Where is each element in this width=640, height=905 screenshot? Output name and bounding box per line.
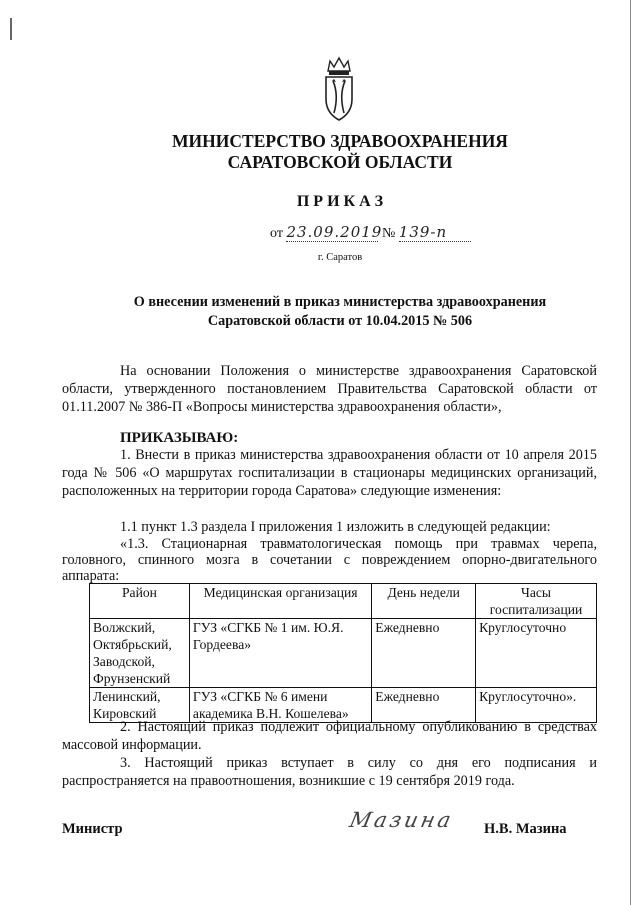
signatory-name: Н.В. Мазина	[484, 821, 567, 837]
cell-district: Волжский, Октябрьский, Заводской, Фрунзенский	[90, 619, 190, 688]
item-2-paragraph	[62, 718, 597, 754]
header-day: День недели	[372, 584, 476, 619]
order-word: ПРИКАЗЫВАЮ:	[120, 430, 239, 446]
item-1-1-text: 1.1 пункт 1.3 раздела I приложения 1 изложить в следующей редакции:	[120, 519, 551, 535]
cell-organization: ГУЗ «СГКБ № 1 им. Ю.Я. Гордеева»	[189, 619, 371, 688]
item-1-3-paragraph	[62, 536, 597, 584]
item-1-text: 1. Внести в приказ министерства здравоохранения области от 10 апреля 2015 года № 506 «О маршрутах госпитализации в стационары медицинских организаций, расположенных на территории города Саратова» следующие изменения:	[62, 447, 597, 499]
header-organization: Медицинская организация	[189, 584, 371, 619]
cell-hours: Круглосуточно».	[476, 688, 597, 723]
signatory-position: Министр	[62, 821, 123, 837]
basis-text: На основании Положения о министерстве здравоохранения Саратовской области, утвержденного постановлением Правительства Саратовской области от 01.11.2007 № 386-П «Вопросы министерства здравоохранения области»,	[62, 363, 597, 415]
table-header-row	[90, 584, 597, 619]
cell-day: Ежедневно	[372, 688, 476, 723]
handwritten-date: 23.09.2019	[286, 223, 383, 241]
cell-organization: ГУЗ «СГКБ № 6 имени академика В.Н. Кошелева»	[189, 688, 371, 723]
ministry-name-line2: САРАТОВСКОЙ ОБЛАСТИ	[227, 152, 453, 172]
handwritten-number: 139-п	[399, 223, 471, 242]
header-district: Район	[90, 584, 190, 619]
item-1-3-text: «1.3. Стационарная травматологическая помощь при травмах черепа, головного, спинного мозга в сочетании с повреждением опорно-двигательного аппарата:	[62, 536, 597, 584]
handwritten-signature: Мазина	[347, 808, 456, 832]
basis-paragraph	[62, 362, 597, 416]
table-row	[90, 619, 597, 688]
item-1-paragraph	[62, 446, 597, 500]
scan-edge-mark	[10, 18, 12, 40]
document-type: П Р И К А З	[296, 193, 384, 210]
item-3-paragraph	[62, 754, 597, 790]
order-title-line1: О внесении изменений в приказ министерства здравоохранения	[133, 294, 547, 310]
ministry-name-line1: МИНИСТЕРСТВО ЗДРАВООХРАНЕНИЯ	[172, 131, 508, 151]
date-number-line	[270, 223, 490, 247]
routing-table	[89, 583, 597, 723]
item-3-text: 3. Настоящий приказ вступает в силу со дня его подписания и распространяется на правоотношения, возникшие с 19 сентября 2019 года.	[62, 755, 597, 789]
cell-day: Ежедневно	[372, 619, 476, 688]
cell-hours: Круглосуточно	[476, 619, 597, 688]
item-1-1-paragraph	[62, 518, 597, 536]
item-2-text: 2. Настоящий приказ подлежит официальному опубликованию в средствах массовой информации.	[62, 719, 597, 753]
coat-of-arms-icon	[322, 55, 356, 123]
date-prefix: от	[270, 226, 283, 241]
city: г. Саратов	[317, 252, 363, 263]
order-title-line2: Саратовской области от 10.04.2015 № 506	[207, 313, 473, 329]
cell-district: Ленинский, Кировский	[90, 688, 190, 723]
scan-edge-line	[630, 0, 631, 905]
number-prefix: №	[381, 226, 396, 241]
header-hours: Часы госпитализации	[476, 584, 597, 619]
